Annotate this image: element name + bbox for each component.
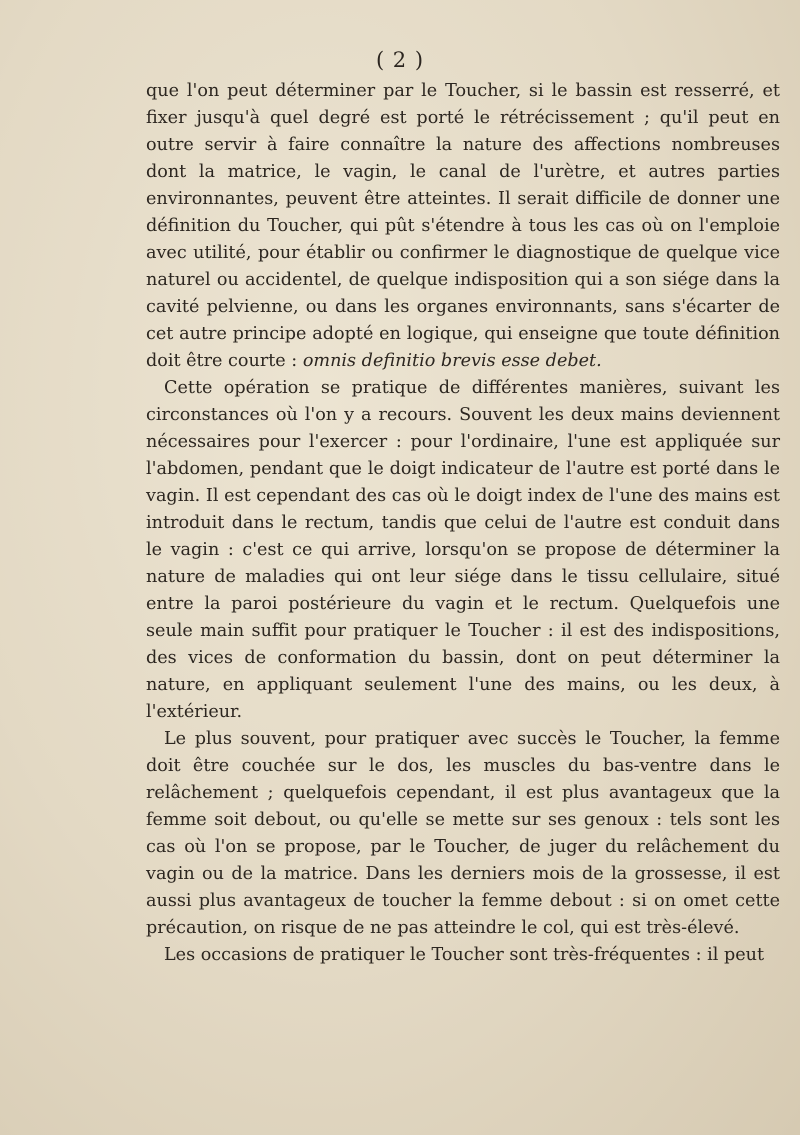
paragraph-2: Cette opération se pratique de différentes manières, suivant les circonstances où l'on y a recours. Souvent les deux mains deviennent nécessaires pour l'exercer : pour l'ordinaire, l'une est appliquée sur l'abdomen, pendant que le doigt indicateur de l'autre est porté dans le vagin. Il est cependant des cas où le doigt index de l'une des mains est introduit dans le rectum, tandis que celui de l'autre est conduit dans le vagin : c'est ce qui arrive, lorsqu'on se propose de déterminer la nature de maladies qui ont leur siége dans le tissu cellulaire, situé entre la paroi postérieure du vagin et le rectum. Quelquefois une seule main suffit pour pratiquer le Toucher : il est des indispositions, des vices de conformation du bassin, dont on peut déterminer la nature, en appliquant seulement l'une des mains, ou les deux, à l'extérieur. [146,378,780,722]
paragraph-1-text: que l'on peut déterminer par le Toucher, si le bassin est resserré, et fixer jusqu'à quel degré est porté le rétrécissement ; qu'il peut en outre servir à faire connaître la nature des affections nombreuses dont la matrice, le vagin, le canal de l'urètre, et autres parties environnantes, peuvent être atteintes. Il serait difficile de donner une définition du Toucher, qui pût s'étendre à tous les cas où on l'emploie avec utilité, pour établir ou confirmer le diagnostique de quelque vice naturel ou accidentel, de quelque indisposition qui a son siége dans la cavité pelvienne, ou dans les organes environnants, sans s'écarter de cet autre principe adopté en logique, qui enseigne que toute définition doit être courte : [146,81,780,371]
latin-quote: omnis definitio brevis esse debet. [302,351,602,371]
paragraph-1 [146,78,780,375]
body-text [146,78,780,969]
page-number: ( 2 ) [375,48,425,72]
paragraph-4: Les occasions de pratiquer le Toucher sont très-fréquentes : il peut [164,945,765,965]
paragraph-3: Le plus souvent, pour pratiquer avec succès le Toucher, la femme doit être couchée sur le dos, les muscles du bas-ventre dans le relâchement ; quelquefois cependant, il est plus avantageux que la femme soit debout, ou qu'elle se mette sur ses genoux : tels sont les cas où l'on se propose, par le Toucher, de juger du relâchement du vagin ou de la matrice. Dans les derniers mois de la grossesse, il est aussi plus avantageux de toucher la femme debout : si on omet cette précaution, on risque de ne pas atteindre le col, qui est très-élevé. [146,729,780,938]
